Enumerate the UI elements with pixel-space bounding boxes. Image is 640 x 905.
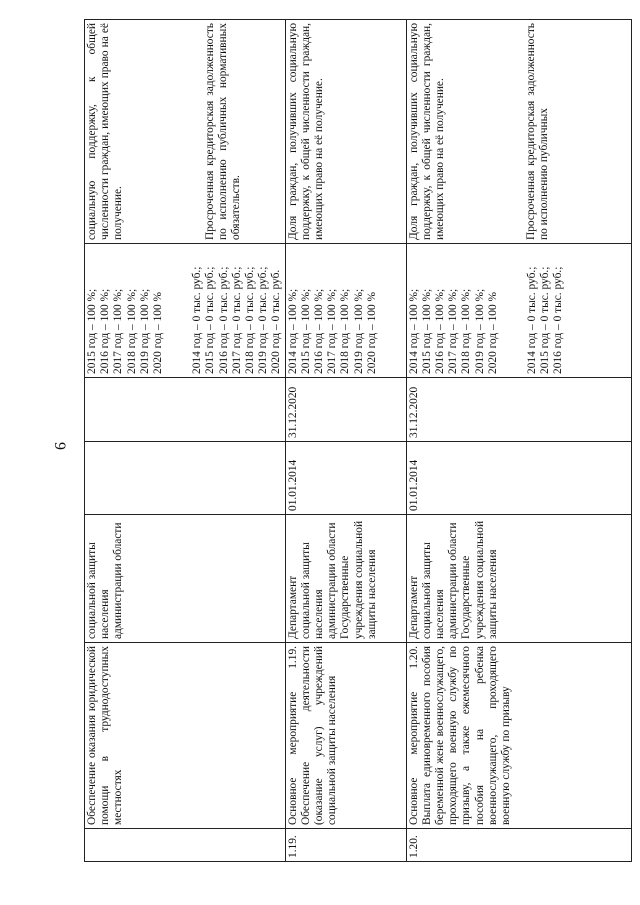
program-measures-table <box>84 19 632 862</box>
executor-cell: Департамент социальной защиты населения администрации области Государственные учреждения социальной защиты населения <box>285 515 406 643</box>
value-line: 2014 год – 0 тыс. руб.; <box>526 266 539 374</box>
value-line: 2016 год – 0 тыс. руб.; <box>217 266 230 374</box>
value-line: 2015 год – 100 %; <box>86 288 98 374</box>
value-line: 2016 год – 100 %; <box>313 288 326 374</box>
value-line: 2014 год – 0 тыс. руб.; <box>191 266 204 374</box>
indicator-cell <box>85 20 286 244</box>
row-number: 1.20. <box>406 829 631 862</box>
value-line: 2014 год – 100 %; <box>407 288 420 374</box>
value-line: 2015 год – 100 %; <box>420 288 433 374</box>
value-line: 2018 год – 100 %; <box>460 288 473 374</box>
value-line: 2015 год – 0 тыс. руб.; <box>204 266 217 374</box>
value-line: 2018 год – 100 %; <box>125 288 138 374</box>
start-date-cell: 01.01.2014 <box>406 442 631 515</box>
value-line: 2017 год – 100 %; <box>447 288 460 374</box>
table-row <box>85 20 286 862</box>
page-number: 9 <box>51 442 68 450</box>
measure-cell: Основное мероприятие 1.19. Обеспечение деятельности (оказание услуг) учреждений социальной защиты населения <box>285 643 406 829</box>
values-cell <box>85 244 286 378</box>
executor-cell: социальной защиты населения администрации области <box>85 515 286 643</box>
rotated-table-container <box>84 20 586 862</box>
indicator-cell <box>406 20 631 244</box>
value-line: 2019 год – 100 %; <box>138 288 151 374</box>
measure-cell: Обеспечение оказания юридической помощи в труднодоступных местностях <box>85 643 286 829</box>
value-line: 2015 год – 100 %; <box>299 288 312 374</box>
row-number: 1.19. <box>285 829 406 862</box>
value-line: 2020 год – 100 % <box>486 292 499 374</box>
value-line: 2018 год – 0 тыс. руб.; <box>244 266 257 374</box>
executor-cell: Департамент социальной защиты населения администрации области Государственные учреждения социальной защиты населения <box>406 515 631 643</box>
value-line: 2017 год – 100 %; <box>326 288 339 374</box>
value-line: 2014 год – 100 %; <box>286 288 299 374</box>
indicator-text: социальную поддержку, к общей численности граждан, имеющих право на её получение. <box>86 23 125 240</box>
measure-cell: Основное мероприятие 1.20. Выплата единовременного пособия беременной жене военнослужащего, проходящего военную службу по призыву, а также ежемесячного пособия на ребенка военнослужащего, проходящего военную службу по призыву <box>406 643 631 829</box>
values-cell <box>406 244 631 378</box>
value-line: 2019 год – 100 %; <box>473 288 486 374</box>
start-date-cell <box>85 442 286 515</box>
value-line: 2019 год – 100 %; <box>352 288 365 374</box>
end-date-cell: 31.12.2020 <box>285 378 406 442</box>
indicator-text: Доля граждан, получивших социальную поддержку, к общей численности граждан, имеющих право на её получение. <box>407 23 447 240</box>
value-line: 2017 год – 0 тыс. руб.; <box>230 266 243 374</box>
values-cell <box>285 244 406 378</box>
table-row <box>285 20 406 862</box>
indicator-text: Просроченная кредиторская задолженность по исполнению публичных нормативных обязательств. <box>203 23 243 240</box>
value-line: 2020 год – 100 % <box>365 292 378 374</box>
value-line: 2016 год – 100 %; <box>99 288 112 374</box>
value-line: 2020 год – 100 % <box>152 292 165 374</box>
end-date-cell <box>85 378 286 442</box>
indicator-cell: Доля граждан, получивших социальную поддержку, к общей численности граждан, имеющих право на её получение. <box>285 20 406 244</box>
row-number <box>85 829 286 862</box>
value-line: 2015 год – 0 тыс. руб.; <box>539 266 552 374</box>
indicator-text: Просроченная кредиторская задолженность по исполнению публичных <box>525 23 551 240</box>
start-date-cell: 01.01.2014 <box>285 442 406 515</box>
value-line: 2016 год – 0 тыс. руб.; <box>552 266 565 374</box>
value-line: 2020 год – 0 тыс. руб. <box>270 269 283 374</box>
end-date-cell: 31.12.2020 <box>406 378 631 442</box>
value-line: 2019 год – 0 тыс. руб.; <box>257 266 270 374</box>
value-line: 2016 год – 100 %; <box>434 288 447 374</box>
table-row <box>406 20 631 862</box>
value-line: 2017 год – 100 %; <box>112 288 125 374</box>
value-line: 2018 год – 100 %; <box>339 288 352 374</box>
